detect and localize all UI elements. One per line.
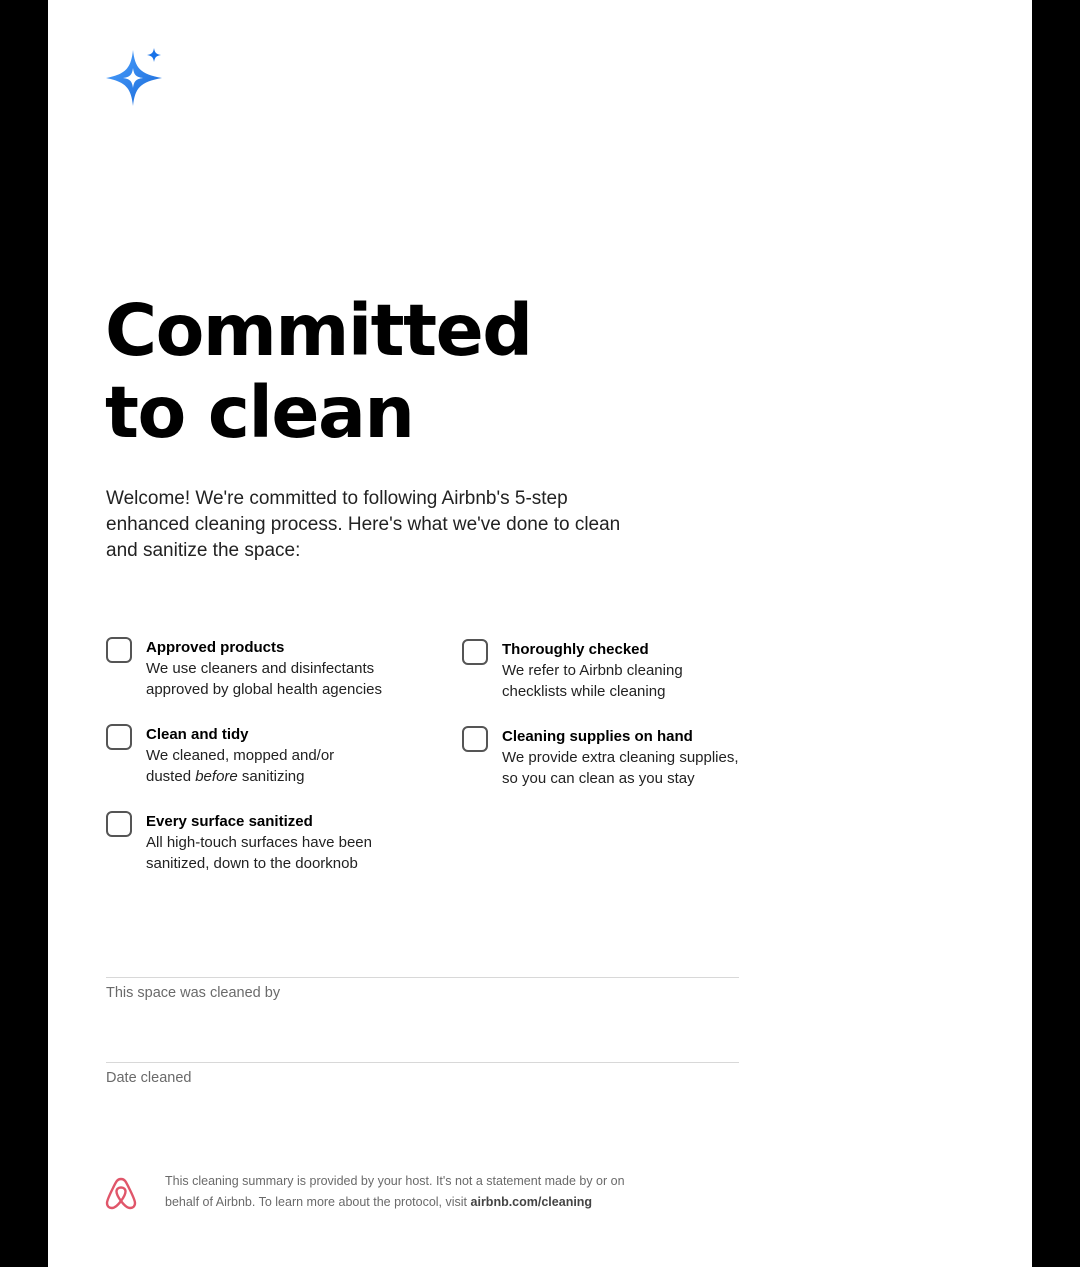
date-cleaned-label: Date cleaned bbox=[106, 1070, 192, 1086]
title-line-1: Committed bbox=[105, 289, 532, 372]
checklist-item-cleaning-supplies bbox=[462, 726, 762, 789]
checklist-item-approved-products bbox=[106, 637, 406, 700]
cleaning-link[interactable]: airbnb.com/cleaning bbox=[470, 1195, 593, 1209]
checklist-item-desc-line-1: All high-touch surfaces have been bbox=[146, 834, 372, 851]
checkbox[interactable] bbox=[462, 726, 488, 752]
checklist-item-title: Cleaning supplies on hand bbox=[502, 728, 693, 745]
footer-line-2-text: behalf of Airbnb. To learn more about the protocol, visit bbox=[165, 1195, 471, 1209]
footer-line-2 bbox=[165, 1192, 685, 1213]
cleaned-by-label: This space was cleaned by bbox=[106, 985, 281, 1001]
sparkle-icon bbox=[104, 44, 166, 110]
checklist-item-desc-line-2: approved by global health agencies bbox=[146, 681, 383, 698]
checklist-item-every-surface-sanitized bbox=[106, 811, 406, 874]
checklist-item-desc-line-1: We cleaned, mopped and/or bbox=[146, 747, 335, 764]
document-page bbox=[48, 0, 1032, 1267]
date-cleaned-line[interactable] bbox=[106, 1062, 739, 1063]
cleaned-by-line[interactable] bbox=[106, 977, 739, 978]
checklist-item-title: Approved products bbox=[146, 639, 285, 656]
checklist-item-desc-line-1: We use cleaners and disinfectants bbox=[146, 660, 375, 677]
checkbox[interactable] bbox=[462, 639, 488, 665]
checkbox[interactable] bbox=[106, 811, 132, 837]
desc-text: sanitizing bbox=[237, 768, 305, 785]
airbnb-logo-icon bbox=[104, 1176, 138, 1210]
checklist-item-title: Thoroughly checked bbox=[502, 641, 649, 658]
checkbox[interactable] bbox=[106, 724, 132, 750]
checklist-item-desc-line-1: We provide extra cleaning supplies, bbox=[502, 749, 739, 766]
checklist-item-desc-line-2: sanitized, down to the doorknob bbox=[146, 855, 358, 872]
intro-paragraph: Welcome! We're committed to following Airbnb's 5-step enhanced cleaning process. Here's what we've done to clean and sanitize the space: bbox=[106, 488, 621, 561]
checklist-item-title: Clean and tidy bbox=[146, 726, 249, 743]
desc-emphasis: before bbox=[195, 768, 238, 785]
checklist-item-desc-line-1: We refer to Airbnb cleaning bbox=[502, 662, 683, 679]
checklist-item-thoroughly-checked bbox=[462, 639, 762, 702]
footer-disclaimer bbox=[165, 1171, 685, 1213]
title-line-2: to clean bbox=[105, 371, 414, 454]
desc-text: dusted bbox=[146, 768, 196, 785]
checkbox[interactable] bbox=[106, 637, 132, 663]
checklist-item-desc-line-2 bbox=[146, 766, 406, 787]
checklist-item-title: Every surface sanitized bbox=[146, 813, 313, 830]
checklist-item-clean-and-tidy bbox=[106, 724, 406, 787]
checklist-item-desc-line-2: so you can clean as you stay bbox=[502, 770, 695, 787]
checklist-item-desc-line-2: checklists while cleaning bbox=[502, 683, 666, 700]
page-title bbox=[105, 290, 532, 454]
footer-line-1: This cleaning summary is provided by your host. It's not a statement made by or on bbox=[165, 1174, 625, 1188]
